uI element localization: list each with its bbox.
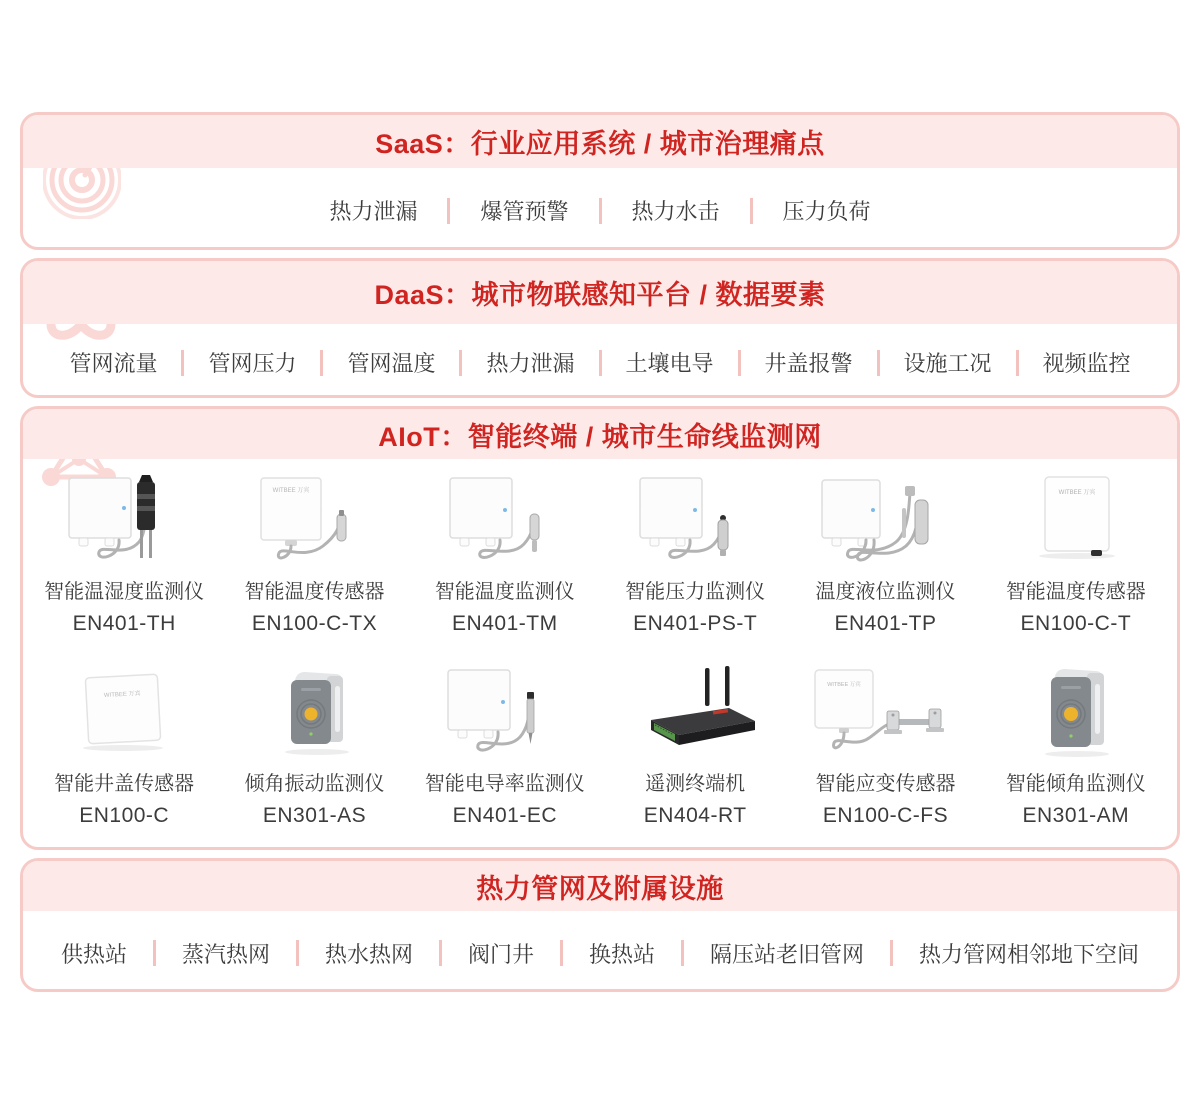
item-divider xyxy=(599,350,602,376)
pipeline-panel xyxy=(20,858,1180,992)
saas-items xyxy=(23,168,1177,250)
product-name: 智能电导率监测仪 xyxy=(424,773,585,796)
pipeline-items xyxy=(23,911,1177,992)
facility-item: 阀门井 xyxy=(467,941,534,967)
product-name: 智能井盖传感器 xyxy=(54,773,195,796)
item-divider xyxy=(681,940,684,966)
product-model: EN301-AS xyxy=(262,804,367,828)
product-card xyxy=(790,471,980,635)
device-photo-en100-c-fs xyxy=(790,663,980,759)
product-name: 智能倾角监测仪 xyxy=(1005,773,1146,796)
product-card xyxy=(600,471,790,635)
facility-item: 热力管网相邻地下空间 xyxy=(919,941,1140,967)
product-card xyxy=(981,471,1171,635)
device-photo-en401-ps-t xyxy=(600,471,790,567)
item-divider xyxy=(750,198,753,224)
svg-text:WITBEE 万宾: WITBEE 万宾 xyxy=(1058,490,1096,496)
product-model: EN401-PS-T xyxy=(633,612,758,635)
product-model: EN100-C-T xyxy=(1020,612,1132,635)
pipeline-title: 热力管网及附属设施 xyxy=(476,873,724,904)
aiot-header xyxy=(23,409,1177,459)
item-divider xyxy=(1016,350,1019,376)
product-model: EN100-C-FS xyxy=(822,804,949,828)
aiot-title: AIoT：智能终端 / 城市生命线监测网 xyxy=(378,421,822,452)
pipeline-header xyxy=(23,861,1177,911)
facility-item: 隔压站老旧管网 xyxy=(710,941,865,967)
product-name: 智能温度传感器 xyxy=(1005,581,1146,603)
product-name: 智能压力监测仪 xyxy=(625,581,766,603)
saas-title: SaaS：行业应用系统 / 城市治理痛点 xyxy=(375,129,825,159)
product-model: EN301-AM xyxy=(1022,804,1130,828)
item-divider xyxy=(877,350,880,376)
data-element-item: 视频监控 xyxy=(1042,351,1131,376)
product-name: 倾角振动监测仪 xyxy=(244,773,385,796)
data-element-item: 热力泄漏 xyxy=(486,351,575,376)
data-element-item: 井盖报警 xyxy=(764,351,853,376)
device-photo-en401-tm xyxy=(410,471,600,567)
product-name: 智能温度传感器 xyxy=(244,581,385,603)
svg-text:WITBEE 万宾: WITBEE 万宾 xyxy=(103,691,141,700)
product-model: EN401-EC xyxy=(452,804,558,828)
product-name: 智能温度监测仪 xyxy=(434,581,575,603)
item-divider xyxy=(890,940,893,966)
product-model: EN100-C-TX xyxy=(251,612,378,635)
item-divider xyxy=(599,198,602,224)
facility-item: 供热站 xyxy=(60,941,127,967)
item-divider xyxy=(181,350,184,376)
facility-item: 换热站 xyxy=(589,941,656,967)
product-name: 智能应变传感器 xyxy=(815,773,956,796)
pain-point-item: 热力泄漏 xyxy=(329,199,418,224)
product-model: EN100-C xyxy=(79,804,170,828)
data-element-item: 管网压力 xyxy=(208,351,297,376)
item-divider xyxy=(153,940,156,966)
item-divider xyxy=(459,350,462,376)
product-card xyxy=(790,663,980,827)
product-model: EN404-RT xyxy=(643,804,747,828)
item-divider xyxy=(560,940,563,966)
item-divider xyxy=(447,198,450,224)
data-element-item: 土壤电导 xyxy=(625,351,714,376)
product-card xyxy=(981,663,1171,827)
daas-items xyxy=(23,324,1177,398)
daas-title: DaaS：城市物联感知平台 / 数据要素 xyxy=(374,280,826,310)
data-element-item: 管网温度 xyxy=(347,351,436,376)
product-name: 遥测终端机 xyxy=(645,773,746,796)
data-element-item: 管网流量 xyxy=(69,351,158,376)
product-model: EN401-TM xyxy=(452,612,558,635)
product-card xyxy=(219,663,409,827)
aiot-panel xyxy=(20,406,1180,850)
device-photo-en404-rt xyxy=(600,663,790,759)
device-photo-en401-ec xyxy=(410,663,600,759)
product-name: 温度液位监测仪 xyxy=(815,581,956,603)
product-card xyxy=(219,471,409,635)
saas-header xyxy=(23,115,1177,168)
aiot-product-grid xyxy=(23,459,1177,827)
device-photo-en100-c xyxy=(29,663,219,759)
item-divider xyxy=(439,940,442,966)
product-model: EN401-TH xyxy=(72,612,176,635)
device-photo-en401-tp xyxy=(790,471,980,567)
device-photo-en100-c-tx xyxy=(219,471,409,567)
product-card xyxy=(29,663,219,827)
svg-text:WITBEE 万宾: WITBEE 万宾 xyxy=(273,488,310,494)
daas-header xyxy=(23,261,1177,324)
product-card xyxy=(29,471,219,635)
item-divider xyxy=(320,350,323,376)
facility-item: 热水热网 xyxy=(324,941,413,967)
pain-point-item: 热力水击 xyxy=(631,199,720,224)
device-photo-en301-am xyxy=(981,663,1171,759)
facility-item: 蒸汽热网 xyxy=(181,941,270,967)
product-model: EN401-TP xyxy=(834,612,937,635)
device-photo-en301-as xyxy=(219,663,409,759)
item-divider xyxy=(738,350,741,376)
product-card xyxy=(410,663,600,827)
pain-point-item: 爆管预警 xyxy=(480,199,569,224)
svg-text:WITBEE 万宾: WITBEE 万宾 xyxy=(827,682,862,689)
data-element-item: 设施工况 xyxy=(903,351,992,376)
product-card xyxy=(410,471,600,635)
pain-point-item: 压力负荷 xyxy=(782,199,871,224)
device-photo-en100-c-t xyxy=(981,471,1171,567)
saas-panel xyxy=(20,112,1180,250)
product-name: 智能温湿度监测仪 xyxy=(44,581,205,603)
item-divider xyxy=(296,940,299,966)
product-card xyxy=(600,663,790,827)
daas-panel xyxy=(20,258,1180,398)
device-photo-en401-th xyxy=(29,471,219,567)
